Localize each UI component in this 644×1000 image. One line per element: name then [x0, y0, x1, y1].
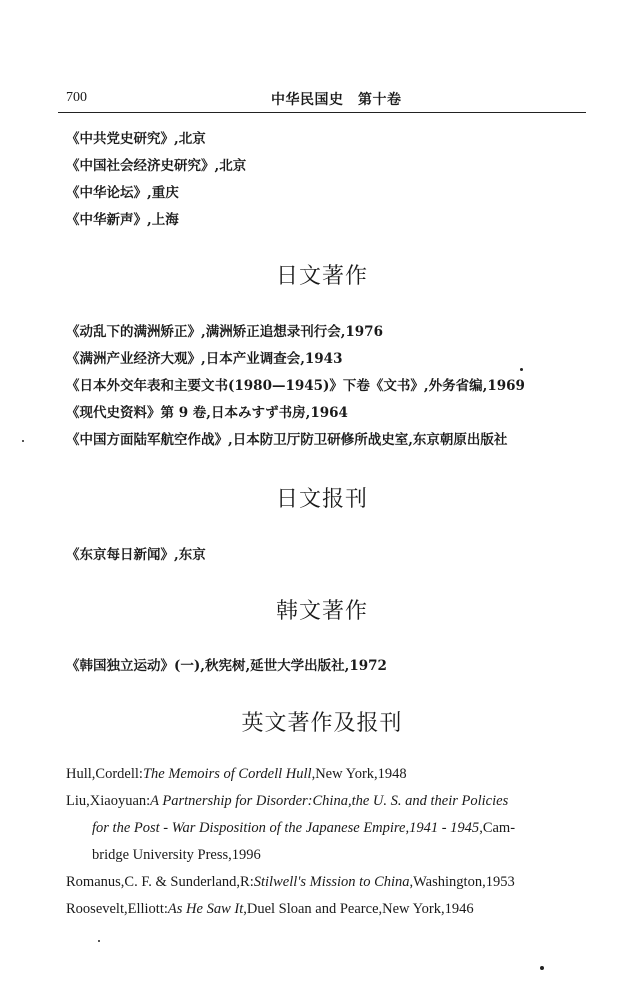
bibliography-entry-liu-continued	[92, 820, 515, 837]
entry-title: for the Post - War Disposition of the Japanese Empire,1941 - 1945	[92, 820, 480, 836]
list-item: 《中共党史研究》,北京	[66, 131, 206, 147]
scan-speck	[22, 440, 24, 442]
entry-author: Hull,Cordell:	[66, 766, 143, 782]
scan-speck	[98, 940, 100, 942]
section-title-japanese-periodicals: 日文报刊	[275, 487, 368, 512]
scan-speck	[540, 966, 544, 970]
list-item: 《中国方面陆军航空作战》,日本防卫厅防卫研修所战史室,东京朝原出版社	[66, 432, 508, 448]
entry-title: Stilwell's Mission to China	[253, 874, 410, 890]
entry-publication: ,Duel Sloan and Pearce,New York,1946	[243, 901, 474, 917]
page-header	[58, 88, 586, 113]
list-item: 《东京每日新闻》,东京	[66, 547, 206, 563]
section-title-japanese-works: 日文著作	[275, 264, 368, 289]
scan-speck	[520, 368, 523, 371]
list-item: 《中华论坛》,重庆	[66, 185, 179, 201]
entry-title: As He Saw It	[167, 901, 244, 917]
list-item: 《韩国独立运动》(一),秋宪树,延世大学出版社,1972	[66, 658, 387, 674]
list-item: 《中国社会经济史研究》,北京	[66, 158, 247, 174]
list-item: 《现代史资料》第 9 卷,日本みすず书房,1964	[66, 405, 348, 421]
entry-author: Roosevelt,Elliott:	[66, 901, 168, 917]
running-title: 中华民国史 第十卷	[271, 92, 402, 108]
bibliography-entry-roosevelt	[66, 901, 474, 918]
bibliography-entry-hull	[66, 766, 407, 783]
entry-publication: ,New York,1948	[311, 766, 407, 782]
entry-publication: ,Cam-	[479, 820, 516, 836]
section-title-english-works: 英文著作及报刊	[241, 711, 403, 736]
bibliography-entry-liu-continued: bridge University Press,1996	[92, 847, 261, 863]
list-item: 《满洲产业经济大观》,日本产业调查会,1943	[66, 351, 343, 367]
entry-publication: ,Washington,1953	[409, 874, 515, 890]
section-title-korean-works: 韩文著作	[275, 599, 368, 624]
page-number: 700	[66, 90, 87, 105]
entry-author: Liu,Xiaoyuan:	[66, 793, 151, 809]
list-item: 《中华新声》,上海	[66, 212, 179, 228]
entry-author: Romanus,C. F. & Sunderland,R:	[66, 874, 254, 890]
bibliography-entry-romanus	[66, 874, 515, 891]
list-item: 《动乱下的满洲矫正》,满洲矫正追想录刊行会,1976	[66, 324, 383, 340]
bibliography-entry-liu	[66, 793, 508, 810]
entry-title: A Partnership for Disorder:China,the U. S. and their Policies	[150, 793, 509, 809]
entry-title: The Memoirs of Cordell Hull	[142, 766, 312, 782]
list-item: 《日本外交年表和主要文书(1980—1945)》下卷《文书》,外务省编,1969	[66, 378, 525, 394]
